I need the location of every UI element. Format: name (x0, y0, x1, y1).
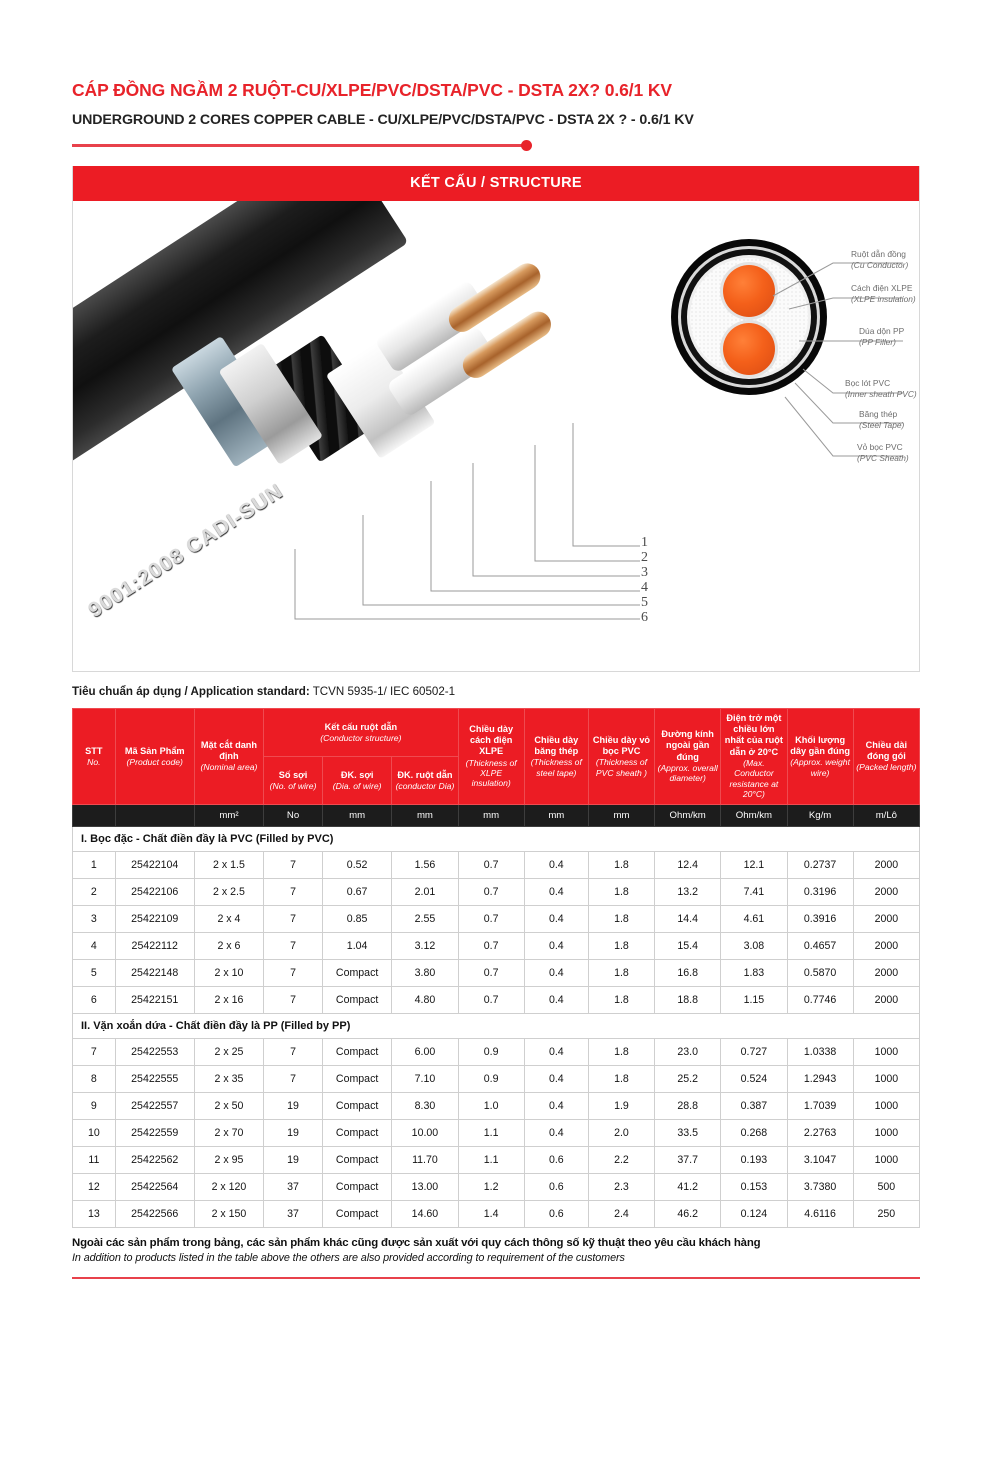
cell: 0.9 (458, 1065, 524, 1092)
cell: 1000 (853, 1146, 919, 1173)
standard-value: TCVN 5935-1/ IEC 60502-1 (309, 685, 456, 698)
cell: 37.7 (655, 1146, 721, 1173)
cell: 25422148 (115, 959, 194, 986)
cell: 12.4 (655, 851, 721, 878)
col-xlpe-vn: Chiều dày cách điện XLPE (469, 723, 514, 757)
cell: 2 x 16 (194, 986, 263, 1013)
col-xlpe-en: (Thickness of XLPE insulation) (465, 757, 517, 789)
cell: 25422112 (115, 932, 194, 959)
cell: 0.124 (721, 1200, 787, 1227)
callout-vn-5: Băng thép (859, 409, 898, 419)
cell: 0.4 (524, 905, 588, 932)
callout-en-4: (Inner sheath PVC) (845, 389, 917, 400)
cell: 4.6116 (787, 1200, 853, 1227)
header-row-main (73, 709, 920, 757)
cell: 2.0 (588, 1119, 654, 1146)
cell: 1.8 (588, 905, 654, 932)
cell: 0.4 (524, 851, 588, 878)
cell: 28.8 (655, 1092, 721, 1119)
callout-label-pp-filler (859, 326, 904, 348)
cell: 33.5 (655, 1119, 721, 1146)
table-row (73, 1119, 920, 1146)
cell: 2 x 1.5 (194, 851, 263, 878)
unit-cell-10: Ohm/km (721, 804, 787, 826)
cell: 1.8 (588, 878, 654, 905)
cell: 4.61 (721, 905, 787, 932)
cell: 2 x 70 (194, 1119, 263, 1146)
cell: 15.4 (655, 932, 721, 959)
cell: 25422106 (115, 878, 194, 905)
cell: 18.8 (655, 986, 721, 1013)
col-res-vn: Điện trở một chiều lớn nhất của ruột dẫn ở 20°C (724, 713, 783, 757)
cell: 500 (853, 1173, 919, 1200)
cell: 1.0 (458, 1092, 524, 1119)
col-cond-group-en: (Conductor structure) (320, 732, 402, 743)
cell: 2000 (853, 986, 919, 1013)
cell: 25422104 (115, 851, 194, 878)
cell: 0.4 (524, 1065, 588, 1092)
unit-cell-3: No (264, 804, 323, 826)
callout-vn-6: Vỏ bọc PVC (857, 442, 903, 452)
col-conductor-resistance (721, 709, 787, 805)
unit-cell-12: m/Lô (853, 804, 919, 826)
table-row (73, 1173, 920, 1200)
units-row (73, 804, 920, 826)
cell: 2 x 25 (194, 1038, 263, 1065)
col-wire-diameter (322, 756, 391, 804)
section-title-1: I. Bọc đặc - Chất điền đầy là PVC (Filled by PVC) (73, 826, 920, 851)
cell: 25422562 (115, 1146, 194, 1173)
cell: 4 (73, 932, 116, 959)
col-pvc-vn: Chiều dày vỏ bọc PVC (592, 734, 651, 756)
table-row (73, 851, 920, 878)
section-header-row (73, 1013, 920, 1038)
cell: 250 (853, 1200, 919, 1227)
cell: 0.85 (322, 905, 391, 932)
unit-cell-9: Ohm/km (655, 804, 721, 826)
cell: 7 (264, 1038, 323, 1065)
footer-note (72, 1237, 920, 1264)
callout-number-1: 1 (641, 535, 648, 550)
cell: 7 (264, 878, 323, 905)
col-conductor-structure-group (264, 709, 458, 757)
cell: 0.7 (458, 851, 524, 878)
cell: 0.2737 (787, 851, 853, 878)
cell: 19 (264, 1146, 323, 1173)
callout-en-3: (PP Filler) (859, 337, 896, 348)
cell: 0.6 (524, 1200, 588, 1227)
cell: 0.9 (458, 1038, 524, 1065)
col-steel-tape-thickness (524, 709, 588, 805)
divider-dot-icon (521, 140, 532, 151)
cell: 0.7 (458, 959, 524, 986)
cell: 1 (73, 851, 116, 878)
cell: 13 (73, 1200, 116, 1227)
col-length-vn: Chiều dài đóng gói (865, 739, 908, 762)
cell: 1000 (853, 1065, 919, 1092)
cell: 1.1 (458, 1146, 524, 1173)
callout-number-6: 6 (641, 610, 648, 625)
cell: 0.4 (524, 878, 588, 905)
cell: 7 (73, 1038, 116, 1065)
cell: 10.00 (392, 1119, 458, 1146)
footer-note-en: In addition to products listed in the table above the others are also provided according to requirement of the customers (72, 1251, 625, 1264)
cell: 25422151 (115, 986, 194, 1013)
callout-number-4: 4 (641, 580, 648, 595)
cell: 0.3916 (787, 905, 853, 932)
unit-cell-6: mm (458, 804, 524, 826)
cell: 7.10 (392, 1065, 458, 1092)
cell: 1.8 (588, 851, 654, 878)
table-row (73, 1092, 920, 1119)
cell: 0.4 (524, 1092, 588, 1119)
col-wiredia-en: (Dia. of wire) (332, 780, 382, 791)
cell: 0.387 (721, 1092, 787, 1119)
section-title-2: II. Vặn xoắn dứa - Chất điền đầy là PP (Filled by PP) (73, 1013, 920, 1038)
col-number-of-wires (264, 756, 323, 804)
col-od-en: (Approx. overall diameter) (657, 762, 718, 784)
col-conddia-en: (conductor Dia) (395, 780, 455, 791)
cell: 7 (264, 959, 323, 986)
callout-label-inner-sheath (845, 378, 917, 400)
cell: 7 (264, 986, 323, 1013)
callout-vn-3: Dúa dộn PP (859, 326, 905, 336)
cell: 0.6 (524, 1173, 588, 1200)
cell: 0.4657 (787, 932, 853, 959)
cell: 0.727 (721, 1038, 787, 1065)
cell: 0.67 (322, 878, 391, 905)
col-od-vn: Đường kính ngoài gần đúng (661, 729, 714, 762)
cell: 0.4 (524, 932, 588, 959)
title-divider (72, 140, 532, 152)
cell: 1.7039 (787, 1092, 853, 1119)
cable-print-text: 9001:2008 CADI-SUN (84, 479, 288, 623)
cell: 2 x 150 (194, 1200, 263, 1227)
figure-canvas (73, 201, 919, 671)
table-row (73, 1200, 920, 1227)
col-wires-vn: Số sợi (278, 769, 308, 780)
cell: 19 (264, 1119, 323, 1146)
cell: 0.268 (721, 1119, 787, 1146)
application-standard (72, 685, 920, 698)
cell: 1.15 (721, 986, 787, 1013)
cell: Compact (322, 1119, 391, 1146)
cell: 7.41 (721, 878, 787, 905)
callout-number-3: 3 (641, 565, 648, 580)
unit-cell-11: Kg/m (787, 804, 853, 826)
cell: 23.0 (655, 1038, 721, 1065)
cell: 1.04 (322, 932, 391, 959)
cell: 0.524 (721, 1065, 787, 1092)
cell: 2 x 120 (194, 1173, 263, 1200)
cell: 13.00 (392, 1173, 458, 1200)
callout-label-xlpe-insulation (851, 283, 916, 305)
cell: 7 (264, 851, 323, 878)
cell: 2.3 (588, 1173, 654, 1200)
cell: 19 (264, 1092, 323, 1119)
callout-vn-1: Ruột dẫn đồng (851, 249, 906, 259)
col-stt (73, 709, 116, 805)
col-area-vn: Mặt cắt danh định (200, 739, 258, 762)
table-row (73, 986, 920, 1013)
cell: 1.8 (588, 959, 654, 986)
col-length-en: (Packed length) (856, 762, 917, 773)
cell: 1000 (853, 1119, 919, 1146)
cell: 1.0338 (787, 1038, 853, 1065)
footer-note-vn: Ngoài các sản phẩm trong bảng, các sản phẩm khác cũng được sản xuất với quy cách thông số kỹ thuật theo yêu cầu khách hàng (72, 1236, 761, 1249)
cell: 1000 (853, 1092, 919, 1119)
col-cond-group-vn: Kết cấu ruột dẫn (324, 721, 398, 732)
col-steel-en: (Thickness of steel tape) (530, 757, 582, 778)
cell: Compact (322, 1065, 391, 1092)
unit-cell-2: mm² (194, 804, 263, 826)
cell: 25422109 (115, 905, 194, 932)
cell: 5 (73, 959, 116, 986)
col-nominal-area (194, 709, 263, 805)
callout-vn-2: Cách điện XLPE (851, 283, 913, 293)
table-header (73, 709, 920, 805)
cell: 2 x 95 (194, 1146, 263, 1173)
cell: 6 (73, 986, 116, 1013)
col-pvc-thickness (588, 709, 654, 805)
callout-en-2: (XLPE insulation) (851, 294, 916, 305)
callout-number-2: 2 (641, 550, 648, 565)
cell: Compact (322, 1173, 391, 1200)
unit-cell-5: mm (392, 804, 458, 826)
cell: 6.00 (392, 1038, 458, 1065)
callout-leader-lines (73, 201, 919, 671)
cell: 25422553 (115, 1038, 194, 1065)
cell: Compact (322, 1038, 391, 1065)
cell: 0.6 (524, 1146, 588, 1173)
callout-en-1: (Cu Conductor) (851, 260, 909, 271)
cell: 0.7 (458, 986, 524, 1013)
cell: 11 (73, 1146, 116, 1173)
cell: 12 (73, 1173, 116, 1200)
cell: 13.2 (655, 878, 721, 905)
cell: 2 x 2.5 (194, 878, 263, 905)
cell: 0.7 (458, 932, 524, 959)
section-header-row (73, 826, 920, 851)
cell: 2000 (853, 878, 919, 905)
divider-line (72, 144, 528, 147)
cell: 0.52 (322, 851, 391, 878)
col-code-en: (Product code) (126, 756, 183, 767)
cell: Compact (322, 1200, 391, 1227)
cell: 0.7746 (787, 986, 853, 1013)
cell: 14.60 (392, 1200, 458, 1227)
cell: 0.3196 (787, 878, 853, 905)
col-overall-diameter (655, 709, 721, 805)
cell: 2.2 (588, 1146, 654, 1173)
callout-number-5: 5 (641, 595, 648, 610)
col-pvc-en: (Thickness of PVC sheath ) (595, 757, 647, 778)
table-body (73, 804, 920, 1227)
cell: 1.83 (721, 959, 787, 986)
col-product-code (115, 709, 194, 805)
cell: 0.5870 (787, 959, 853, 986)
cell: 7 (264, 1065, 323, 1092)
cell: Compact (322, 1092, 391, 1119)
cell: 8 (73, 1065, 116, 1092)
callout-label-pvc-sheath (857, 442, 909, 464)
col-steel-vn: Chiều dày băng thép (534, 734, 579, 756)
cell: 0.153 (721, 1173, 787, 1200)
col-res-en: (Max. Conductor resistance at 20°C) (729, 757, 779, 800)
cell: 25.2 (655, 1065, 721, 1092)
cell: 3 (73, 905, 116, 932)
cell: 3.80 (392, 959, 458, 986)
cell: 2.01 (392, 878, 458, 905)
cell: 2 x 10 (194, 959, 263, 986)
cell: 1.1 (458, 1119, 524, 1146)
col-wires-en: (No. of wire) (269, 780, 317, 791)
table-row (73, 1038, 920, 1065)
unit-cell-1 (115, 804, 194, 826)
footer-divider (72, 1277, 920, 1279)
cell: 11.70 (392, 1146, 458, 1173)
cell: 9 (73, 1092, 116, 1119)
cell: 0.7 (458, 905, 524, 932)
cell: 1.8 (588, 932, 654, 959)
callout-vn-4: Bọc lót PVC (845, 378, 891, 388)
table-row (73, 878, 920, 905)
cell: 25422566 (115, 1200, 194, 1227)
unit-cell-0 (73, 804, 116, 826)
cell: 25422559 (115, 1119, 194, 1146)
page-title: CÁP ĐỒNG NGẦM 2 RUỘT-CU/XLPE/PVC/DSTA/PVC - DSTA 2X? 0.6/1 KV (72, 80, 673, 100)
cell: 7 (264, 905, 323, 932)
cell: 1.9 (588, 1092, 654, 1119)
cell: 46.2 (655, 1200, 721, 1227)
col-stt-en: No. (87, 756, 101, 767)
cell: 3.12 (392, 932, 458, 959)
cell: 2000 (853, 932, 919, 959)
cell: 0.7 (458, 878, 524, 905)
cell: 1.8 (588, 1065, 654, 1092)
cell: 2 x 6 (194, 932, 263, 959)
cell: 2.55 (392, 905, 458, 932)
col-weight-vn: Khối lượng dây gần đúng (790, 734, 850, 756)
structure-figure (72, 166, 920, 672)
cell: 1.4 (458, 1200, 524, 1227)
cell: Compact (322, 986, 391, 1013)
specification-table (72, 708, 920, 1228)
table-row (73, 959, 920, 986)
col-conductor-diameter (392, 756, 458, 804)
cell: 25422555 (115, 1065, 194, 1092)
cell: 37 (264, 1173, 323, 1200)
cell: 2.4 (588, 1200, 654, 1227)
col-stt-vn: STT (85, 745, 103, 756)
cell: 0.4 (524, 986, 588, 1013)
cell: 1.2 (458, 1173, 524, 1200)
cell: 1000 (853, 1038, 919, 1065)
cell: 0.193 (721, 1146, 787, 1173)
cell: 7 (264, 932, 323, 959)
cell: 3.7380 (787, 1173, 853, 1200)
col-weight (787, 709, 853, 805)
callout-label-steel-tape (859, 409, 904, 431)
unit-cell-8: mm (588, 804, 654, 826)
cell: 41.2 (655, 1173, 721, 1200)
cell: 2000 (853, 959, 919, 986)
callout-en-5: (Steel Tape) (859, 420, 905, 431)
cell: 1.2943 (787, 1065, 853, 1092)
cell: 16.8 (655, 959, 721, 986)
cell: 2 x 50 (194, 1092, 263, 1119)
cell: 2 (73, 878, 116, 905)
standard-label: Tiêu chuẩn áp dụng / Application standard: (72, 685, 310, 698)
col-area-en: (Nominal area) (200, 762, 258, 773)
col-xlpe-thickness (458, 709, 524, 805)
cell: 14.4 (655, 905, 721, 932)
cell: 1.8 (588, 1038, 654, 1065)
structure-banner: KẾT CẤU / STRUCTURE (73, 166, 919, 201)
cell: 3.1047 (787, 1146, 853, 1173)
cell: 37 (264, 1200, 323, 1227)
callout-label-cu-conductor (851, 249, 908, 271)
col-weight-en: (Approx. weight wire) (790, 757, 850, 778)
cell: Compact (322, 1146, 391, 1173)
cell: 4.80 (392, 986, 458, 1013)
cell: 25422557 (115, 1092, 194, 1119)
table-row (73, 1146, 920, 1173)
cell: 0.4 (524, 1038, 588, 1065)
cell: 2 x 4 (194, 905, 263, 932)
col-packed-length (853, 709, 919, 805)
table-row (73, 1065, 920, 1092)
col-wiredia-vn: ĐK. sợi (340, 769, 374, 780)
table-row (73, 905, 920, 932)
callout-en-6: (PVC Sheath) (857, 453, 909, 464)
cell: 8.30 (392, 1092, 458, 1119)
cell: 12.1 (721, 851, 787, 878)
table-row (73, 932, 920, 959)
cell: Compact (322, 959, 391, 986)
cell: 0.4 (524, 959, 588, 986)
cell: 2000 (853, 851, 919, 878)
cell: 3.08 (721, 932, 787, 959)
cell: 2000 (853, 905, 919, 932)
col-code-vn: Mã Sản Phẩm (124, 745, 185, 756)
col-conddia-vn: ĐK. ruột dẫn (397, 769, 453, 780)
unit-cell-7: mm (524, 804, 588, 826)
datasheet-page (0, 80, 992, 1279)
page-subtitle: UNDERGROUND 2 CORES COPPER CABLE - CU/XLPE/PVC/DSTA/PVC - DSTA 2X ? - 0.6/1 KV (72, 112, 694, 128)
cell: 1.56 (392, 851, 458, 878)
cell: 0.4 (524, 1119, 588, 1146)
cell: 1.8 (588, 986, 654, 1013)
cell: 10 (73, 1119, 116, 1146)
cell: 25422564 (115, 1173, 194, 1200)
unit-cell-4: mm (322, 804, 391, 826)
cell: 2 x 35 (194, 1065, 263, 1092)
cell: 2.2763 (787, 1119, 853, 1146)
